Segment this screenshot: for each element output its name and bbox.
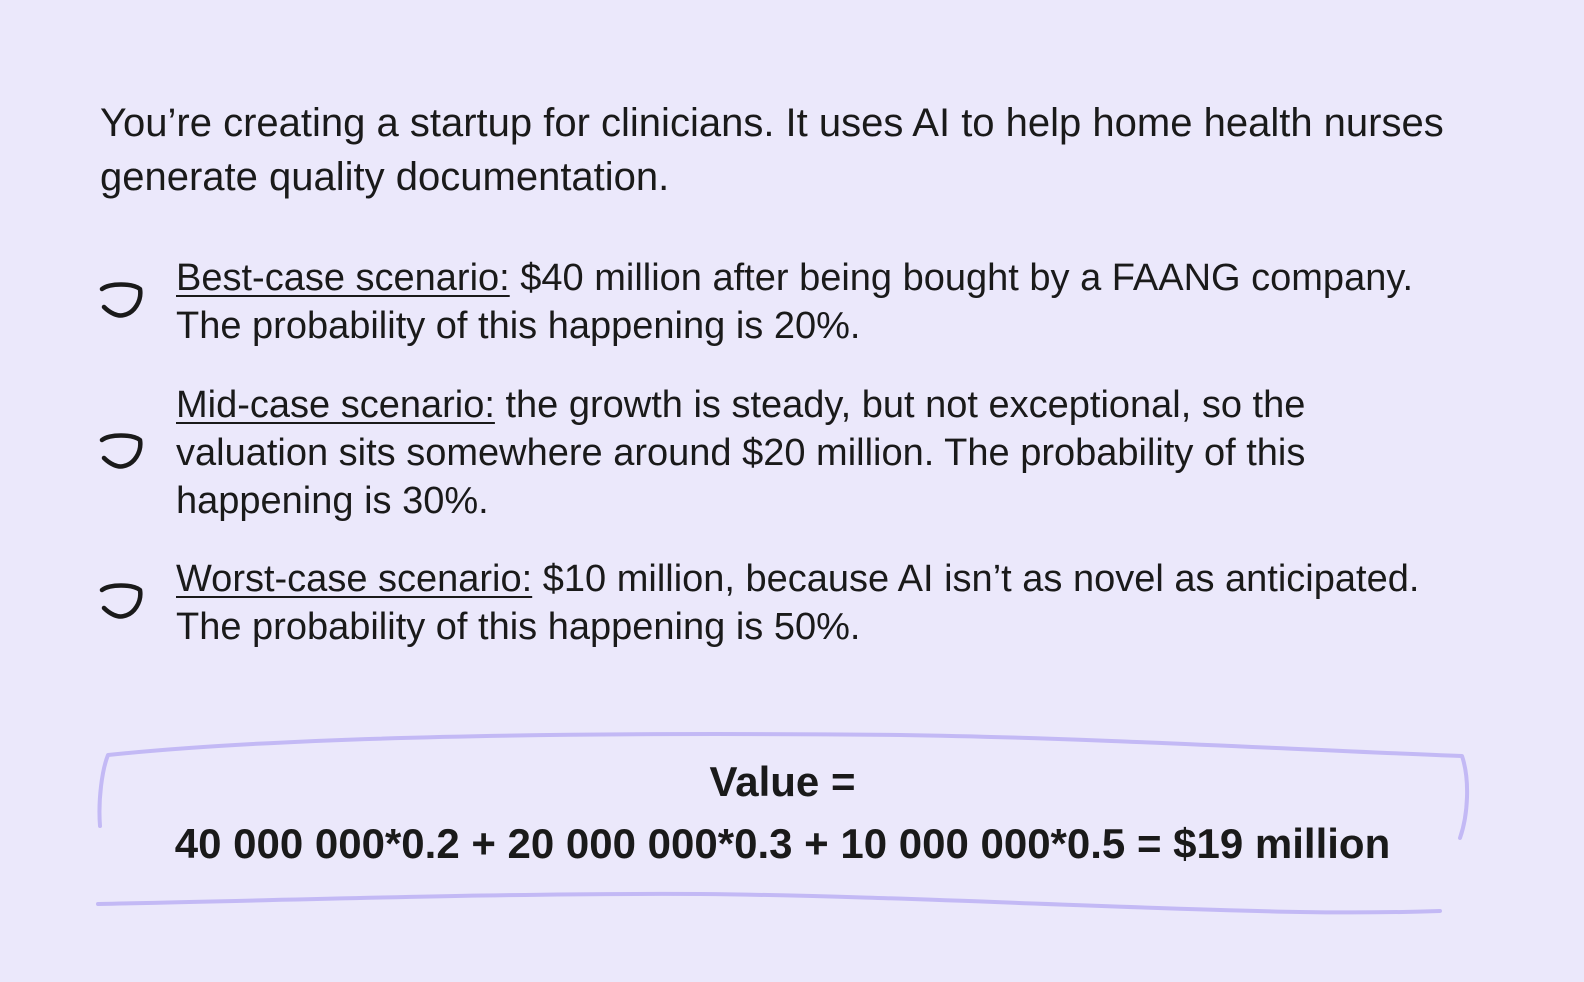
- value-formula: [100, 756, 1465, 870]
- scenario-description: the growth is steady, but not exceptional, so the valuation sits somewhere around $20 million. The probability of this happening is 30%.: [176, 384, 1306, 522]
- scenario-description: $10 million, because AI isn’t as novel as anticipated. The probability of this happening is 50%.: [176, 558, 1420, 648]
- scenario-label: Mid-case scenario:: [176, 384, 495, 426]
- formula-expression: 40 000 000*0.2 + 20 000 000*0.3 + 10 000 000*0.5 = $19 million: [174, 820, 1391, 867]
- scenario-label: Worst-case scenario:: [176, 558, 533, 600]
- scenario-label: Best-case scenario:: [176, 257, 510, 299]
- scenario-text: [176, 555, 1436, 651]
- intro-paragraph: You’re creating a startup for clinicians. It uses AI to help home health nurses generate quality documentation.: [100, 101, 1444, 199]
- scenario-text: [176, 381, 1436, 525]
- scenario-description: $40 million after being bought by a FAANG company. The probability of this happening is 20%.: [176, 257, 1414, 347]
- shield-outline-icon: [96, 578, 146, 628]
- shield-outline-icon: [96, 428, 146, 478]
- scenario-text: [176, 254, 1436, 350]
- scenario-mid-case: [96, 381, 1436, 525]
- formula-heading: Value =: [709, 758, 856, 805]
- shield-outline-icon: [96, 277, 146, 327]
- scenario-best-case: [96, 254, 1436, 350]
- scenario-worst-case: [96, 555, 1436, 651]
